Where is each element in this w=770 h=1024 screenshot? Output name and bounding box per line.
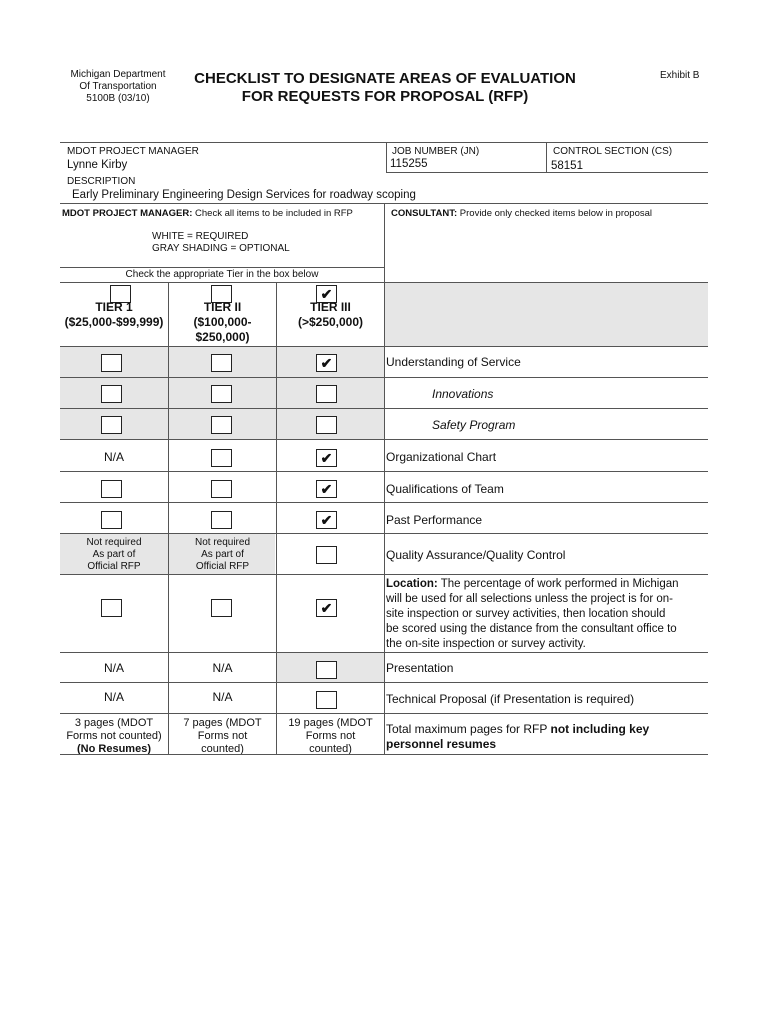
- pages-tier1-line3: (No Resumes): [77, 743, 151, 755]
- qaqc-tier1-note: [60, 537, 168, 573]
- pages-tier1: [60, 717, 168, 756]
- cs-value[interactable]: 58151: [551, 160, 583, 172]
- tier1-name: TIER 1: [95, 300, 133, 314]
- pages-tier1-line2: Forms not counted): [66, 730, 162, 742]
- presentation-tier1-na: N/A: [103, 661, 124, 675]
- qaqc-tier1-note-line3: Official RFP: [87, 561, 141, 572]
- location-tier3-checkbox[interactable]: ✔: [316, 599, 337, 617]
- pm-value[interactable]: Lynne Kirby: [67, 159, 128, 171]
- location-label-line1: The percentage of work performed in Michigan: [437, 578, 679, 590]
- pm-instruction: [62, 208, 353, 219]
- tier1-range: ($25,000-$99,999): [64, 315, 164, 329]
- qaqc-tier1-note-line2: As part of: [92, 549, 136, 560]
- understanding-label: Understanding of Service: [386, 355, 521, 369]
- form-number: 5100B (03/10): [86, 93, 150, 104]
- presentation-tier2-na: N/A: [212, 661, 233, 675]
- innovations-tier1-checkbox[interactable]: [101, 385, 122, 403]
- consultant-instruction-bold: CONSULTANT:: [391, 208, 458, 219]
- pm-instruction-bold: MDOT PROJECT MANAGER:: [62, 208, 193, 219]
- legend: [152, 231, 290, 255]
- pages-tier3: [277, 717, 384, 756]
- form-title: [180, 70, 590, 106]
- safety-tier3-checkbox[interactable]: [316, 416, 337, 434]
- qaqc-tier3-checkbox[interactable]: [316, 546, 337, 564]
- qaqc-tier2-note: [169, 537, 276, 573]
- presentation-tier3-checkbox[interactable]: [316, 661, 337, 679]
- location-label-line3: site inspection or survey activities, then location should: [386, 608, 666, 620]
- tier-prompt: Check the appropriate Tier in the box below: [125, 269, 319, 280]
- tier2-range: ($100,000-: [193, 315, 252, 329]
- cs-label: CONTROL SECTION (CS): [553, 146, 673, 157]
- tech-proposal-tier2-na: N/A: [212, 690, 233, 704]
- location-tier2-checkbox[interactable]: [211, 599, 232, 617]
- location-label-bold: Location:: [386, 578, 438, 590]
- safety-label: Safety Program: [432, 418, 516, 432]
- past-performance-tier2-checkbox[interactable]: [211, 511, 232, 529]
- pages-tier2: [169, 717, 276, 756]
- title-line2: FOR REQUESTS FOR PROPOSAL (RFP): [241, 88, 529, 105]
- legend-gray: GRAY SHADING = OPTIONAL: [152, 243, 290, 254]
- location-label-line2: will be used for all selections unless the project is for on-: [386, 593, 674, 605]
- tier2-name: TIER II: [203, 300, 242, 314]
- qaqc-tier2-note-line3: Official RFP: [195, 561, 250, 572]
- qualifications-label: Qualifications of Team: [386, 482, 504, 496]
- pages-tier3-line3: counted): [309, 743, 352, 755]
- qualifications-tier1-checkbox[interactable]: [101, 480, 122, 498]
- pages-tier1-line1: 3 pages (MDOT: [74, 717, 154, 729]
- pages-tier2-line3: counted): [201, 743, 244, 755]
- understanding-tier3-checkbox[interactable]: ✔: [316, 354, 337, 372]
- qaqc-tier2-note-line2: As part of: [201, 549, 244, 560]
- tech-proposal-tier1-na: N/A: [103, 690, 124, 704]
- location-label: [386, 577, 708, 652]
- qaqc-tier1-note-line1: Not required: [86, 537, 142, 548]
- dept-line1: Michigan Department: [70, 69, 166, 80]
- org-chart-label: Organizational Chart: [386, 450, 497, 464]
- exhibit-label: Exhibit B: [660, 70, 700, 81]
- pages-label-bold1: not including key: [550, 722, 650, 736]
- safety-tier2-checkbox[interactable]: [211, 416, 232, 434]
- pm-label: MDOT PROJECT MANAGER: [67, 146, 199, 157]
- tier3-header: [277, 300, 384, 330]
- consultant-instruction-text: Provide only checked items below in proposal: [457, 208, 652, 219]
- tech-proposal-label: Technical Proposal (if Presentation is required): [386, 692, 635, 706]
- past-performance-tier1-checkbox[interactable]: [101, 511, 122, 529]
- tier3-name: TIER III: [310, 300, 351, 314]
- tier3-checkbox[interactable]: ✔: [316, 285, 337, 303]
- qaqc-tier2-note-line1: Not required: [194, 537, 251, 548]
- dept-block: [58, 69, 178, 105]
- qualifications-tier3-checkbox[interactable]: ✔: [316, 480, 337, 498]
- tier3-range: (>$250,000): [297, 315, 364, 329]
- title-line1: CHECKLIST TO DESIGNATE AREAS OF EVALUATION: [194, 70, 576, 87]
- understanding-tier1-checkbox[interactable]: [101, 354, 122, 372]
- innovations-tier3-checkbox[interactable]: [316, 385, 337, 403]
- org-chart-tier1-na: N/A: [103, 450, 124, 464]
- tech-proposal-tier3-checkbox[interactable]: [316, 691, 337, 709]
- pages-tier2-line1: 7 pages (MDOT: [183, 717, 262, 729]
- past-performance-tier3-checkbox[interactable]: ✔: [316, 511, 337, 529]
- pages-tier2-line2: Forms not: [197, 730, 248, 742]
- desc-value[interactable]: Early Preliminary Engineering Design Services for roadway scoping: [72, 189, 416, 201]
- pm-instruction-text: Check all items to be included in RFP: [192, 208, 353, 219]
- tier1-header: [60, 300, 168, 330]
- qaqc-label: Quality Assurance/Quality Control: [386, 548, 566, 562]
- dept-line2: Of Transportation: [79, 81, 157, 92]
- understanding-tier2-checkbox[interactable]: [211, 354, 232, 372]
- location-tier1-checkbox[interactable]: [101, 599, 122, 617]
- jn-value[interactable]: 115255: [390, 158, 428, 170]
- innovations-tier2-checkbox[interactable]: [211, 385, 232, 403]
- pages-label: [386, 722, 708, 752]
- consultant-instruction: [391, 208, 652, 219]
- pages-label-plain: Total maximum pages for RFP: [386, 722, 551, 736]
- presentation-label: Presentation: [386, 661, 454, 675]
- legend-white: WHITE = REQUIRED: [152, 231, 249, 242]
- tier2-header: [169, 300, 276, 345]
- org-chart-tier3-checkbox[interactable]: ✔: [316, 449, 337, 467]
- innovations-label: Innovations: [432, 387, 494, 401]
- location-label-line4: be scored using the distance from the consultant office to: [386, 623, 677, 635]
- location-label-line5: the on-site inspection or survey activity.: [386, 638, 586, 650]
- consultant-tier-shade: [385, 283, 708, 346]
- org-chart-tier2-checkbox[interactable]: [211, 449, 232, 467]
- safety-tier1-checkbox[interactable]: [101, 416, 122, 434]
- desc-label: DESCRIPTION: [67, 176, 136, 187]
- pages-tier3-line1: 19 pages (MDOT: [288, 717, 373, 729]
- qualifications-tier2-checkbox[interactable]: [211, 480, 232, 498]
- tier2-range2: $250,000): [195, 330, 250, 344]
- pages-label-bold2: personnel resumes: [386, 737, 497, 751]
- pages-tier3-line2: Forms not: [305, 730, 356, 742]
- jn-label: JOB NUMBER (JN): [392, 146, 480, 157]
- past-performance-label: Past Performance: [386, 513, 483, 527]
